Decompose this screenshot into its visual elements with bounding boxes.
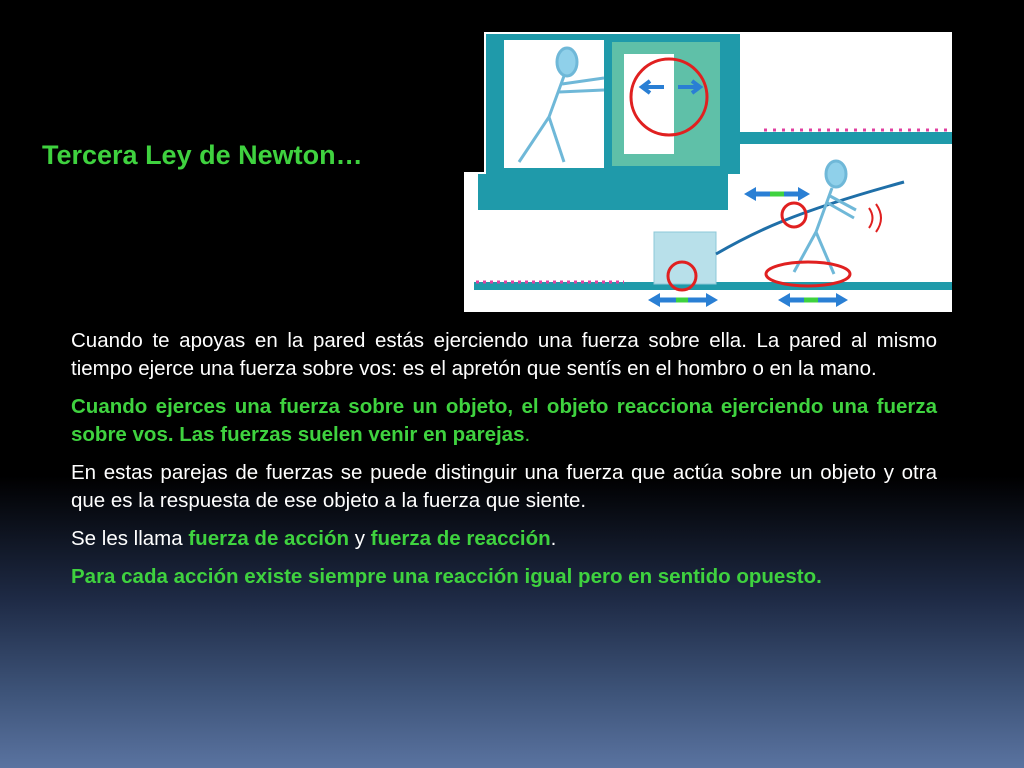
- term-reaction: fuerza de reacción: [370, 527, 551, 550]
- highlight-pairs: Cuando ejerces una fuerza sobre un objeto, el objeto reacciona ejerciendo una fuerza sobre vos. Las fuerzas suelen venir en parejas: [71, 395, 937, 446]
- bottom-wall-bar: [478, 174, 728, 210]
- slide-body: [71, 327, 937, 601]
- paragraph-law: Para cada acción existe siempre una reacción igual pero en sentido opuesto.: [71, 565, 822, 588]
- names-mid: y: [349, 527, 371, 550]
- newton-third-law-illustration: [464, 32, 952, 312]
- paragraph-names: [71, 525, 937, 553]
- paragraph-distinguish: En estas parejas de fuerzas se puede distinguir una fuerza que actúa sobre un objeto y otra que es la respuesta de ese objeto a la fuerza que siente.: [71, 461, 937, 512]
- paragraph-pairs: [71, 393, 937, 449]
- paragraph-pairs-period: .: [524, 423, 531, 446]
- names-end: .: [550, 527, 557, 550]
- names-prefix: Se les llama: [71, 527, 189, 550]
- paragraph-wall: Cuando te apoyas en la pared estás ejerciendo una fuerza sobre ella. La pared al mismo tiempo ejerce una fuerza sobre vos: es el apretón que sentís en el hombro o en la mano.: [71, 329, 937, 380]
- box: [654, 232, 716, 284]
- term-action: fuerza de acción: [188, 527, 349, 550]
- slide-title: Tercera Ley de Newton…: [42, 140, 363, 170]
